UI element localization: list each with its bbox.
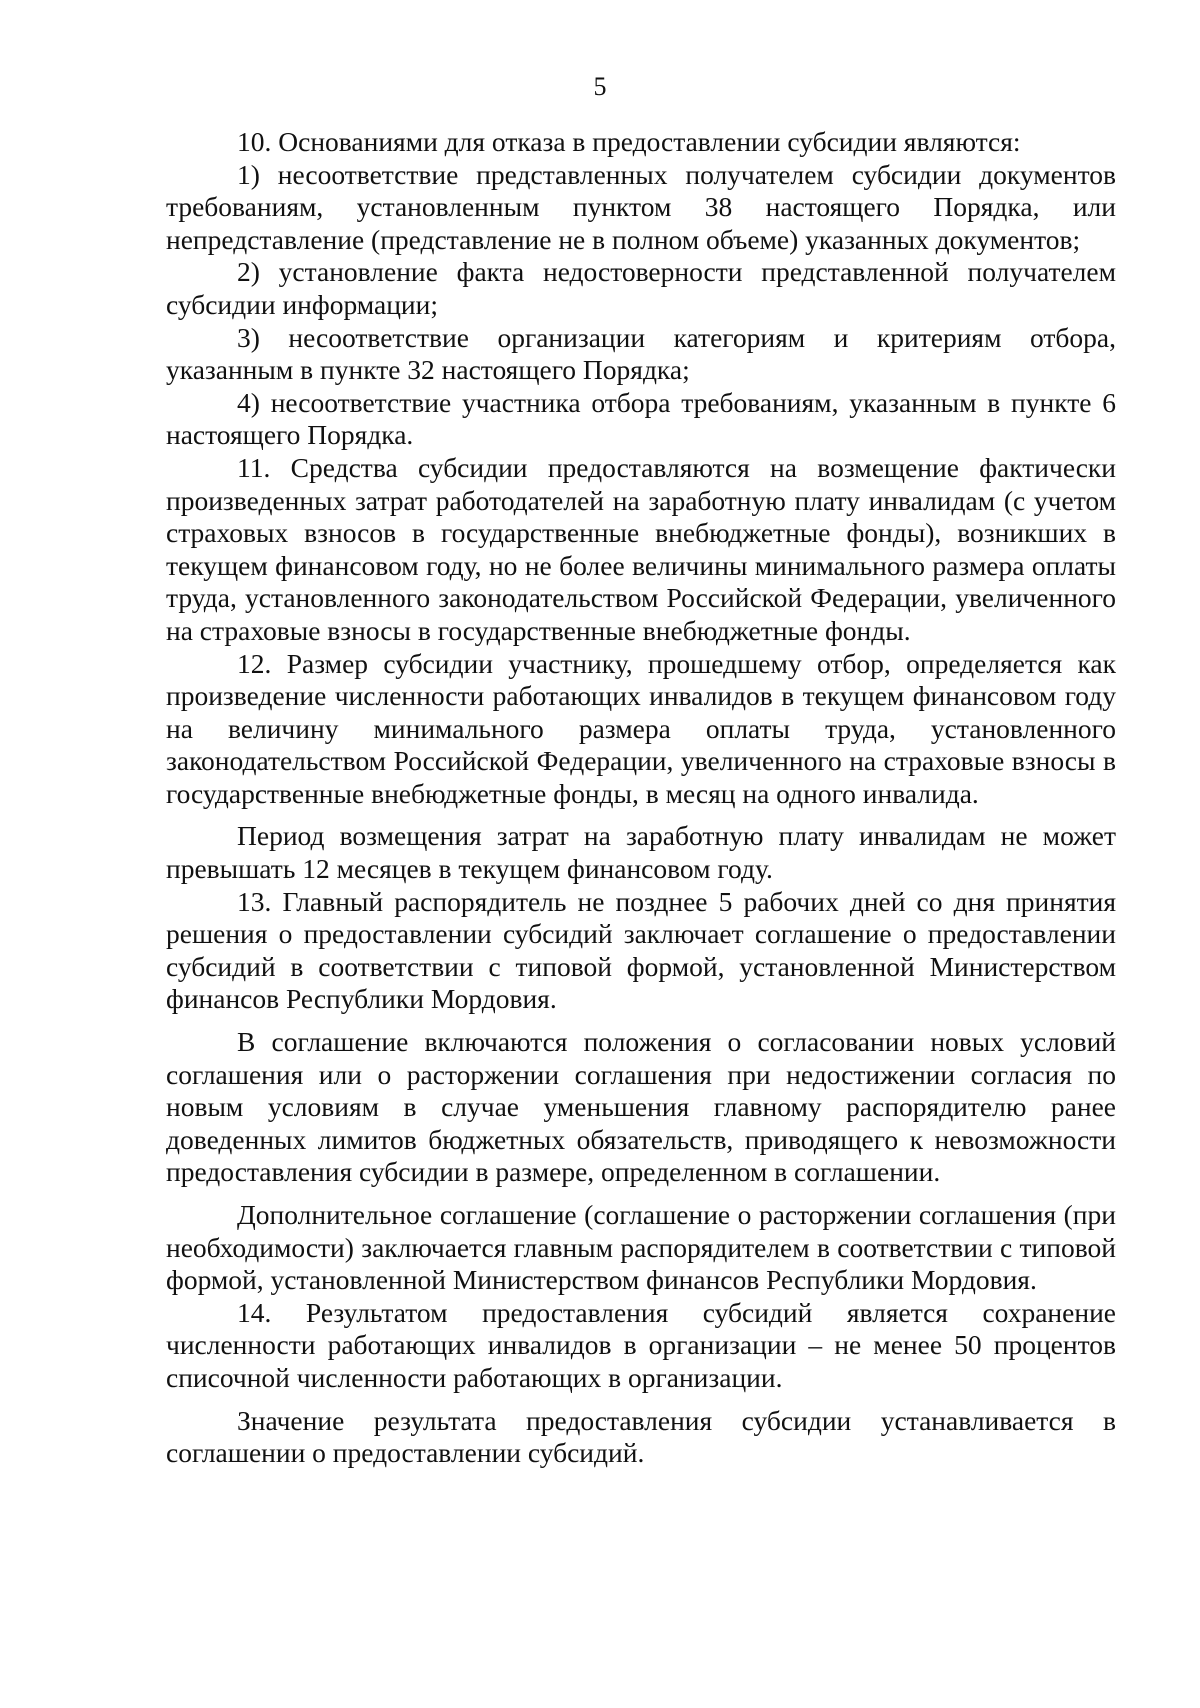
paragraph-11: 11. Средства субсидии предоставляются на возмещение фактически произведенных затрат работодателей на заработную плату инвалидам (с учетом страховых взносов в государственные внебюджетные фонды), возникших в текущем финансовом году, но не более величины минимального размера оплаты труда, установленного законодательством Российской Федерации, увеличенного на страховые взносы в государственные внебюджетные фонды. xyxy=(166,451,1116,646)
paragraph-14: 14. Результатом предоставления субсидий является сохранение численности работающих инвалидов в организации – не менее 50 процентов списочной численности работающих в организации. xyxy=(166,1296,1116,1393)
paragraph-14-result-value: Значение результата предоставления субсидии устанавливается в соглашении о предоставлении субсидий. xyxy=(166,1404,1116,1469)
paragraph-13-additional-agreement: Дополнительное соглашение (соглашение о расторжении соглашения (при необходимости) заключается главным распорядителем в соответствии с типовой формой, установленной Министерством финансов Республики Мордовия. xyxy=(166,1199,1116,1296)
paragraph-10-item-3: 3) несоответствие организации категориям и критериям отбора, указанным в пункте 32 настоящего Порядка; xyxy=(166,321,1116,386)
paragraph-10-item-2: 2) установление факта недостоверности представленной получателем субсидии информации; xyxy=(166,256,1116,320)
paragraph-12-period: Период возмещения затрат на заработную плату инвалидам не может превышать 12 месяцев в текущем финансовом году. xyxy=(166,820,1116,885)
paragraph-10-item-4: 4) несоответствие участника отбора требованиям, указанным в пункте 6 настоящего Порядка. xyxy=(166,386,1116,451)
paragraph-13: 13. Главный распорядитель не позднее 5 рабочих дней со дня принятия решения о предоставлении субсидий заключает соглашение о предоставлении субсидий в соответствии с типовой формой, установленной Министерством финансов Республики Мордовия. xyxy=(166,885,1116,1015)
document-body xyxy=(166,126,1116,1470)
paragraph-13-agreement-provisions: В соглашение включаются положения о согласовании новых условий соглашения или о расторжении соглашения при недостижении согласия по новым условиям в случае уменьшения главному распорядителю ранее доведенных лимитов бюджетных обязательств, приводящего к невозможности предоставления субсидии в размере, определенном в соглашении. xyxy=(166,1026,1116,1188)
page-number: 5 xyxy=(593,72,607,101)
paragraph-10-refusal-grounds: 10. Основаниями для отказа в предоставлении субсидии являются: xyxy=(237,126,1021,157)
paragraph-10-item-1: 1) несоответствие представленных получателем субсидии документов требованиям, установленным пунктом 38 настоящего Порядка, или непредставление (представление не в полном объеме) указанных документов; xyxy=(166,158,1116,255)
paragraph-12: 12. Размер субсидии участнику, прошедшему отбор, определяется как произведение численности работающих инвалидов в текущем финансовом году на величину минимального размера оплаты труда, установленного законодательством Российской Федерации, увеличенного на страховые взносы в государственные внебюджетные фонды, в месяц на одного инвалида. xyxy=(166,647,1116,809)
